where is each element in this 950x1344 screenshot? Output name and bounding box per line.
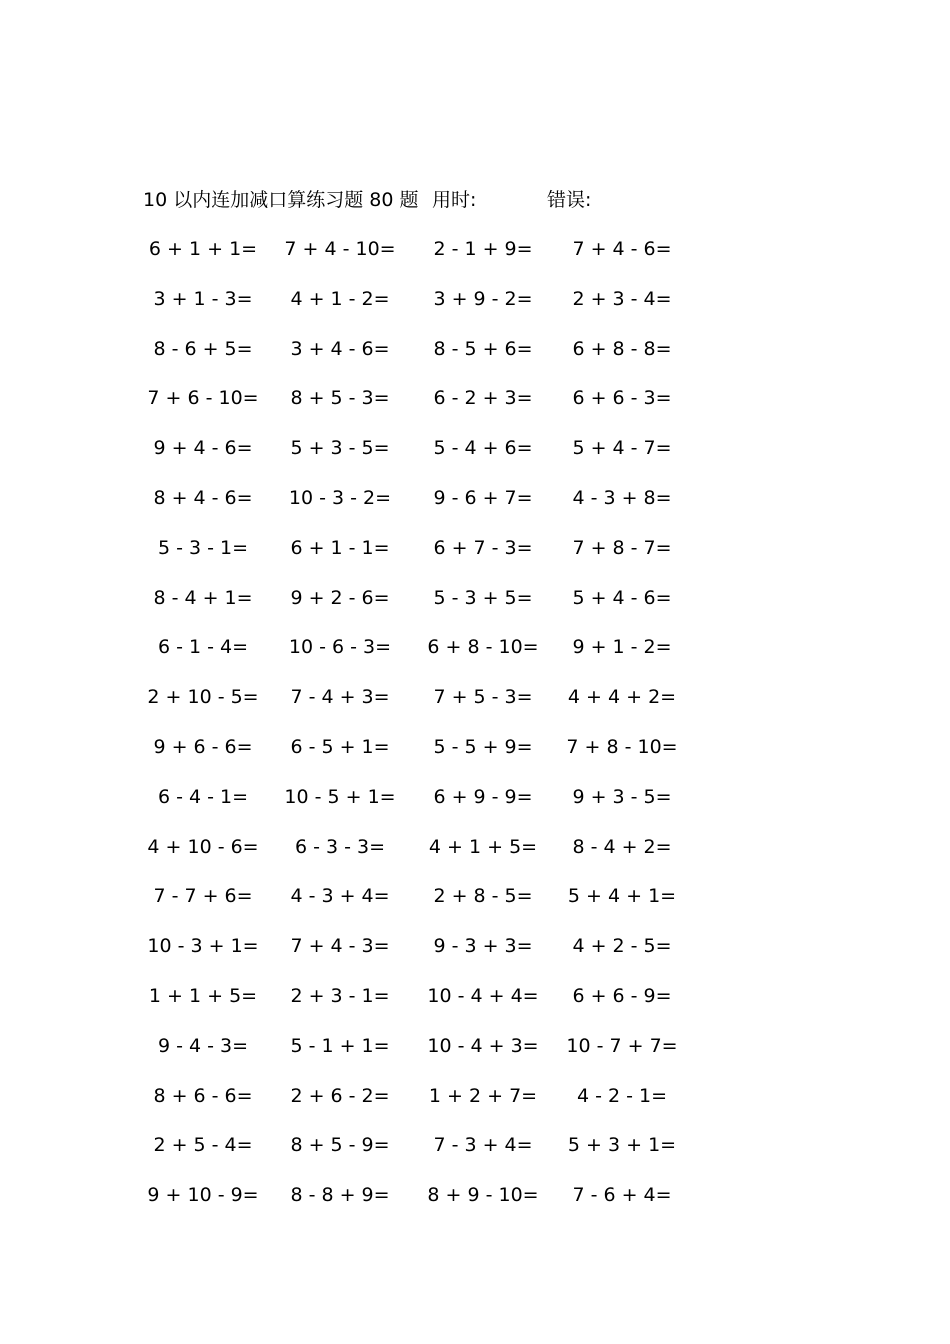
math-problem: 8 - 6 + 5=	[153, 337, 253, 360]
math-problem: 3 + 9 - 2=	[433, 287, 533, 310]
math-problem: 5 + 4 - 6=	[572, 586, 672, 609]
problem-row	[0, 584, 950, 634]
math-problem: 6 + 8 - 8=	[572, 337, 672, 360]
math-problem: 4 + 1 - 2=	[290, 287, 390, 310]
math-problem: 10 - 4 + 4=	[427, 984, 539, 1007]
math-problem: 8 + 5 - 9=	[290, 1134, 390, 1157]
problem-row	[0, 833, 950, 883]
math-problem: 6 - 2 + 3=	[433, 387, 533, 410]
problem-row	[0, 982, 950, 1032]
math-problem: 2 + 5 - 4=	[153, 1134, 253, 1157]
math-problem: 2 + 3 - 4=	[572, 287, 672, 310]
math-problem: 9 + 2 - 6=	[290, 586, 390, 609]
math-problem: 1 + 1 + 5=	[148, 984, 258, 1007]
math-problem: 6 + 1 + 1=	[148, 238, 258, 260]
math-problem: 7 - 3 + 4=	[433, 1134, 533, 1157]
math-problem: 5 - 3 + 5=	[433, 586, 533, 609]
math-problem: 8 - 5 + 6=	[433, 337, 533, 360]
math-problem: 7 + 6 - 10=	[147, 387, 259, 410]
math-problem: 6 + 7 - 3=	[433, 536, 533, 559]
math-problem: 8 + 4 - 6=	[153, 486, 253, 509]
math-problem: 5 + 4 - 7=	[572, 437, 672, 460]
problem-grid	[0, 235, 950, 1231]
math-problem: 10 - 6 - 3=	[288, 636, 392, 659]
math-problem: 4 - 2 - 1=	[576, 1084, 668, 1107]
math-problem: 8 + 5 - 3=	[290, 387, 390, 410]
math-problem: 7 + 8 - 7=	[572, 536, 672, 559]
problem-row	[0, 932, 950, 982]
math-problem: 9 - 6 + 7=	[433, 486, 533, 509]
math-problem: 9 + 6 - 6=	[153, 735, 253, 758]
math-problem: 4 + 4 + 2=	[567, 686, 677, 709]
math-problem: 2 + 8 - 5=	[433, 885, 533, 908]
math-problem: 7 + 5 - 3=	[433, 686, 533, 709]
math-problem: 7 + 4 - 10=	[284, 238, 396, 260]
math-problem: 5 - 1 + 1=	[290, 1034, 390, 1057]
math-problem: 7 - 4 + 3=	[290, 686, 390, 709]
math-problem: 2 + 6 - 2=	[290, 1084, 390, 1107]
math-problem: 5 - 3 - 1=	[157, 536, 249, 559]
math-problem: 8 + 9 - 10=	[427, 1184, 539, 1207]
math-problem: 10 - 3 - 2=	[288, 486, 392, 509]
math-problem: 3 + 4 - 6=	[290, 337, 390, 360]
math-problem: 7 + 8 - 10=	[566, 735, 678, 758]
math-problem: 2 + 10 - 5=	[147, 686, 259, 709]
math-problem: 10 - 3 + 1=	[147, 935, 259, 958]
math-problem: 10 - 5 + 1=	[284, 785, 396, 808]
math-problem: 9 + 1 - 2=	[572, 636, 672, 659]
math-problem: 9 - 4 - 3=	[157, 1034, 249, 1057]
math-problem: 7 + 4 - 6=	[572, 238, 672, 260]
math-problem: 6 - 3 - 3=	[294, 835, 386, 858]
math-problem: 10 - 4 + 3=	[427, 1034, 539, 1057]
math-problem: 2 - 1 + 9=	[433, 238, 533, 260]
errors-label: 错误:	[547, 189, 592, 211]
worksheet-title: 10 以内连加减口算练习题 80 题	[143, 189, 419, 211]
problem-row	[0, 1131, 950, 1181]
math-problem: 8 - 8 + 9=	[290, 1184, 390, 1207]
math-problem: 9 + 10 - 9=	[147, 1184, 259, 1207]
math-problem: 5 + 3 - 5=	[290, 437, 390, 460]
math-problem: 1 + 2 + 7=	[428, 1084, 538, 1107]
math-problem: 8 - 4 + 2=	[572, 835, 672, 858]
math-problem: 4 - 3 + 8=	[572, 486, 672, 509]
math-problem: 9 + 3 - 5=	[572, 785, 672, 808]
math-problem: 9 + 4 - 6=	[153, 437, 253, 460]
math-problem: 7 - 6 + 4=	[572, 1184, 672, 1207]
math-problem: 9 - 3 + 3=	[433, 935, 533, 958]
math-problem: 6 + 6 - 9=	[572, 984, 672, 1007]
math-problem: 10 - 7 + 7=	[566, 1034, 678, 1057]
problem-row	[0, 235, 950, 285]
problem-row	[0, 683, 950, 733]
worksheet-header	[143, 186, 703, 214]
problem-row	[0, 484, 950, 534]
problem-row	[0, 633, 950, 683]
math-problem: 6 - 5 + 1=	[290, 735, 390, 758]
problem-row	[0, 285, 950, 335]
math-problem: 6 - 4 - 1=	[157, 785, 249, 808]
time-label: 用时:	[432, 189, 477, 211]
problem-row	[0, 335, 950, 385]
math-problem: 8 + 6 - 6=	[153, 1084, 253, 1107]
math-problem: 4 + 2 - 5=	[572, 935, 672, 958]
problem-row	[0, 434, 950, 484]
problem-row	[0, 882, 950, 932]
math-problem: 2 + 3 - 1=	[290, 984, 390, 1007]
problem-row	[0, 1082, 950, 1132]
math-problem: 8 - 4 + 1=	[153, 586, 253, 609]
problem-row	[0, 1181, 950, 1231]
math-problem: 6 + 1 - 1=	[290, 536, 390, 559]
math-problem: 6 + 9 - 9=	[433, 785, 533, 808]
math-problem: 7 + 4 - 3=	[290, 935, 390, 958]
problem-row	[0, 1032, 950, 1082]
math-problem: 4 - 3 + 4=	[290, 885, 390, 908]
math-problem: 3 + 1 - 3=	[153, 287, 253, 310]
problem-row	[0, 733, 950, 783]
math-problem: 4 + 10 - 6=	[147, 835, 259, 858]
problem-row	[0, 783, 950, 833]
math-problem: 7 - 7 + 6=	[153, 885, 253, 908]
math-problem: 5 + 4 + 1=	[567, 885, 677, 908]
math-problem: 4 + 1 + 5=	[428, 835, 538, 858]
problem-row	[0, 534, 950, 584]
math-problem: 5 - 5 + 9=	[433, 735, 533, 758]
problem-row	[0, 384, 950, 434]
math-problem: 6 + 6 - 3=	[572, 387, 672, 410]
math-problem: 5 - 4 + 6=	[433, 437, 533, 460]
math-problem: 5 + 3 + 1=	[567, 1134, 677, 1157]
math-problem: 6 + 8 - 10=	[427, 636, 539, 659]
math-problem: 6 - 1 - 4=	[157, 636, 249, 659]
